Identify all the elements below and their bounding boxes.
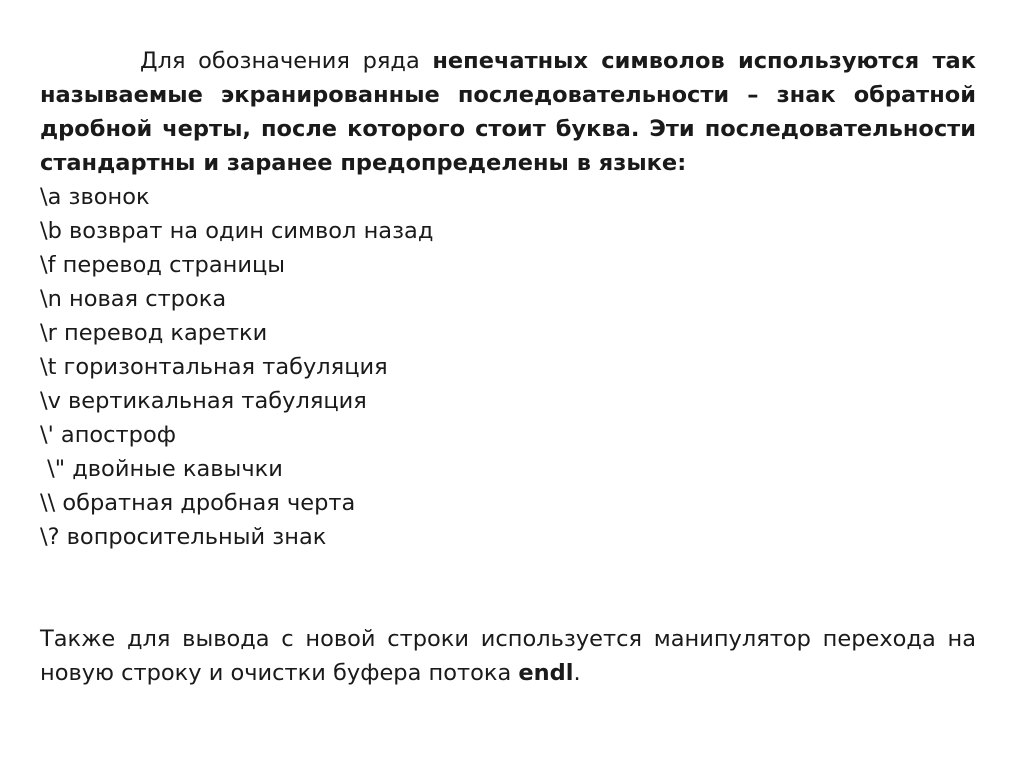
- list-item-carriage-return: \r перевод каретки: [40, 320, 268, 346]
- list-item-backslash: \\ обратная дробная черта: [40, 490, 356, 516]
- list-item-horizontal-tab: \t горизонтальная табуляция: [40, 354, 388, 380]
- list-item-bell: \a звонок: [40, 184, 150, 210]
- intro-plain-text: Для обозначения ряда: [140, 48, 433, 74]
- outro-plain-text: Также для вывода с новой строки используется манипулятор перехода на новую строку и очистки буфера потока: [40, 626, 976, 686]
- endl-keyword: endl: [518, 660, 574, 686]
- outro-period: .: [573, 660, 581, 686]
- list-item-form-feed: \f перевод страницы: [40, 252, 286, 278]
- intro-bold-text: непечатных символов используются так называемые экранированные последовательности – знак обратной дробной черты, после которого стоит буква. Эти последовательности стандартны и заранее предопределены в языке:: [40, 48, 976, 176]
- list-item-backspace: \b возврат на один символ назад: [40, 218, 434, 244]
- intro-paragraph: [40, 44, 976, 180]
- list-item-double-quotes: \" двойные кавычки: [40, 456, 283, 482]
- outro-paragraph: [40, 622, 976, 690]
- list-item-newline: \n новая строка: [40, 286, 227, 312]
- spacer: [40, 554, 976, 622]
- list-item-vertical-tab: \v вертикальная табуляция: [40, 388, 367, 414]
- list-item-apostrophe: \' апостроф: [40, 422, 176, 448]
- slide-content: [40, 44, 976, 690]
- list-item-question-mark: \? вопросительный знак: [40, 524, 327, 550]
- escape-sequence-list: [40, 180, 976, 554]
